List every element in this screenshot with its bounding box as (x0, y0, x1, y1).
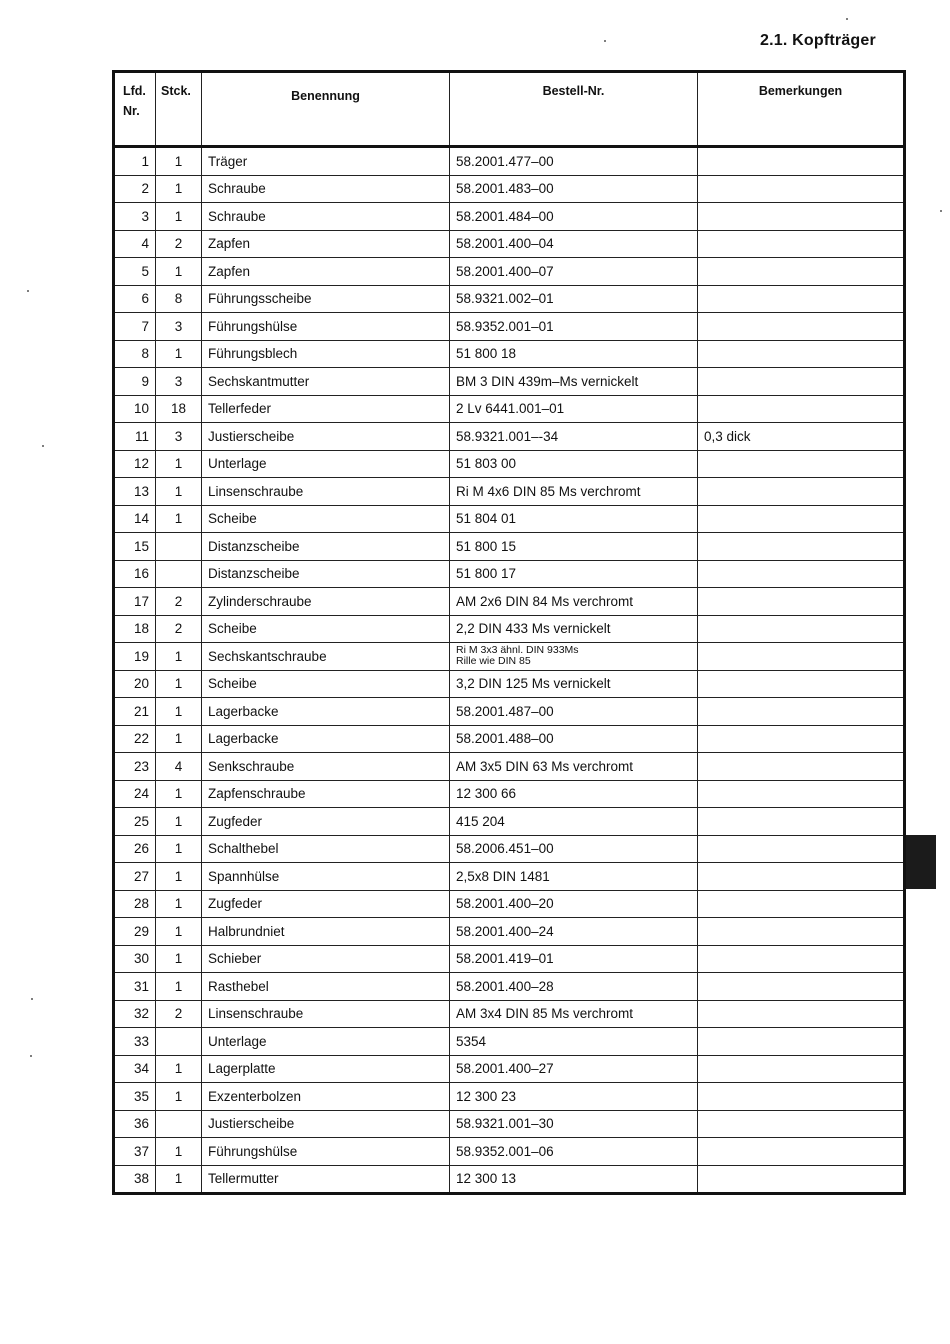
order-number-line2: Rille wie DIN 85 (456, 655, 531, 668)
order-number-cell: 12 300 13 (450, 1165, 698, 1194)
row-number-cell: 37 (114, 1138, 156, 1166)
table-row (114, 1000, 905, 1028)
part-name-cell: Zapfen (202, 258, 450, 286)
row-number-cell: 32 (114, 1000, 156, 1028)
remark-cell (698, 175, 905, 203)
order-number-cell: 58.2001.400–07 (450, 258, 698, 286)
quantity-cell: 3 (156, 423, 202, 451)
quantity-cell: 1 (156, 643, 202, 671)
remark-cell (698, 973, 905, 1001)
row-number-cell: 12 (114, 450, 156, 478)
order-number-cell: 12 300 23 (450, 1083, 698, 1111)
row-number-cell: 23 (114, 753, 156, 781)
parts-table-body (114, 147, 905, 1194)
order-number-cell: BM 3 DIN 439m–Ms vernickelt (450, 368, 698, 396)
row-number-cell: 35 (114, 1083, 156, 1111)
header-row (114, 72, 905, 147)
remark-cell (698, 863, 905, 891)
quantity-cell: 1 (156, 670, 202, 698)
table-row (114, 1138, 905, 1166)
part-name-cell: Tellermutter (202, 1165, 450, 1194)
row-number-cell: 11 (114, 423, 156, 451)
part-name-cell: Scheibe (202, 670, 450, 698)
part-name-cell: Halbrundniet (202, 918, 450, 946)
table-row (114, 478, 905, 506)
scan-speck (30, 1055, 32, 1057)
quantity-cell: 8 (156, 285, 202, 313)
table-row (114, 258, 905, 286)
scan-speck (31, 998, 33, 1000)
part-name-cell: Justierscheibe (202, 423, 450, 451)
quantity-cell: 1 (156, 340, 202, 368)
column-header-nr (114, 72, 156, 147)
quantity-cell: 3 (156, 313, 202, 341)
part-name-cell: Zugfeder (202, 808, 450, 836)
part-name-cell: Lagerbacke (202, 725, 450, 753)
section-title: 2.1. Kopfträger (760, 32, 876, 49)
quantity-cell: 1 (156, 203, 202, 231)
column-header-qty: Stck. (156, 72, 202, 147)
remark-cell (698, 1110, 905, 1138)
remark-cell (698, 395, 905, 423)
row-number-cell: 10 (114, 395, 156, 423)
order-number-cell: 51 800 15 (450, 533, 698, 561)
part-name-cell: Distanzscheibe (202, 560, 450, 588)
row-number-cell: 30 (114, 945, 156, 973)
order-number-cell: 58.2001.400–28 (450, 973, 698, 1001)
table-row (114, 698, 905, 726)
quantity-cell: 4 (156, 753, 202, 781)
remark-cell (698, 1165, 905, 1194)
order-number-cell: AM 2x6 DIN 84 Ms verchromt (450, 588, 698, 616)
table-row (114, 643, 905, 671)
part-name-cell: Rasthebel (202, 973, 450, 1001)
quantity-cell: 1 (156, 780, 202, 808)
row-number-cell: 24 (114, 780, 156, 808)
table-row (114, 533, 905, 561)
row-number-cell: 6 (114, 285, 156, 313)
remark-cell (698, 450, 905, 478)
row-number-cell: 14 (114, 505, 156, 533)
quantity-cell (156, 1110, 202, 1138)
order-number-cell: 2,5x8 DIN 1481 (450, 863, 698, 891)
remark-cell (698, 945, 905, 973)
row-number-cell: 18 (114, 615, 156, 643)
part-name-cell: Unterlage (202, 450, 450, 478)
row-number-cell: 7 (114, 313, 156, 341)
part-name-cell: Distanzscheibe (202, 533, 450, 561)
row-number-cell: 8 (114, 340, 156, 368)
quantity-cell: 1 (156, 505, 202, 533)
table-row (114, 780, 905, 808)
remark-cell (698, 1028, 905, 1056)
remark-cell (698, 588, 905, 616)
order-number-cell: 58.2001.477–00 (450, 147, 698, 176)
table-row (114, 890, 905, 918)
table-row (114, 1083, 905, 1111)
order-number-cell: 3,2 DIN 125 Ms vernickelt (450, 670, 698, 698)
row-number-cell: 17 (114, 588, 156, 616)
row-number-cell: 3 (114, 203, 156, 231)
scan-speck (846, 18, 848, 20)
order-number-cell: 51 803 00 (450, 450, 698, 478)
parts-table-header (114, 72, 905, 147)
table-row (114, 835, 905, 863)
table-row (114, 725, 905, 753)
quantity-cell: 1 (156, 945, 202, 973)
table-row (114, 368, 905, 396)
order-number-cell: 51 800 18 (450, 340, 698, 368)
column-header-order: Bestell-Nr. (450, 72, 698, 147)
remark-cell (698, 478, 905, 506)
remark-cell (698, 1138, 905, 1166)
quantity-cell: 1 (156, 973, 202, 1001)
column-header-remarks: Bemerkungen (698, 72, 905, 147)
order-number-cell: 58.2001.400–27 (450, 1055, 698, 1083)
remark-cell (698, 753, 905, 781)
order-number-cell: 51 800 17 (450, 560, 698, 588)
row-number-cell: 29 (114, 918, 156, 946)
column-header-nr-line1: Lfd. (123, 84, 146, 98)
scan-speck (940, 210, 942, 212)
order-number-cell (450, 643, 698, 671)
part-name-cell: Führungshülse (202, 313, 450, 341)
remark-cell (698, 340, 905, 368)
order-number-cell: AM 3x5 DIN 63 Ms verchromt (450, 753, 698, 781)
row-number-cell: 20 (114, 670, 156, 698)
order-number-cell: 415 204 (450, 808, 698, 836)
row-number-cell: 28 (114, 890, 156, 918)
order-number-cell: 58.2001.400–24 (450, 918, 698, 946)
remark-cell (698, 1083, 905, 1111)
scan-speck (27, 290, 29, 292)
remark-cell (698, 230, 905, 258)
remark-cell: 0,3 dick (698, 423, 905, 451)
row-number-cell: 15 (114, 533, 156, 561)
part-name-cell: Sechskantmutter (202, 368, 450, 396)
table-row (114, 1165, 905, 1194)
table-row (114, 203, 905, 231)
order-number-cell: 58.2001.484–00 (450, 203, 698, 231)
remark-cell (698, 147, 905, 176)
table-row (114, 395, 905, 423)
order-number-cell: 58.9321.002–01 (450, 285, 698, 313)
part-name-cell: Zugfeder (202, 890, 450, 918)
quantity-cell: 1 (156, 725, 202, 753)
table-row (114, 1028, 905, 1056)
part-name-cell: Schraube (202, 203, 450, 231)
table-row (114, 753, 905, 781)
table-row (114, 808, 905, 836)
row-number-cell: 25 (114, 808, 156, 836)
remark-cell (698, 890, 905, 918)
remark-cell (698, 1000, 905, 1028)
row-number-cell: 19 (114, 643, 156, 671)
quantity-cell: 1 (156, 258, 202, 286)
remark-cell (698, 258, 905, 286)
order-number-cell: 58.9352.001–06 (450, 1138, 698, 1166)
table-row (114, 285, 905, 313)
row-number-cell: 26 (114, 835, 156, 863)
order-number-cell: 5354 (450, 1028, 698, 1056)
remark-cell (698, 505, 905, 533)
remark-cell (698, 560, 905, 588)
order-number-cell: 51 804 01 (450, 505, 698, 533)
table-row (114, 423, 905, 451)
order-number-cell: 12 300 66 (450, 780, 698, 808)
table-row (114, 918, 905, 946)
row-number-cell: 34 (114, 1055, 156, 1083)
remark-cell (698, 533, 905, 561)
table-row (114, 615, 905, 643)
quantity-cell: 1 (156, 1138, 202, 1166)
row-number-cell: 22 (114, 725, 156, 753)
part-name-cell: Lagerbacke (202, 698, 450, 726)
table-row (114, 175, 905, 203)
part-name-cell: Tellerfeder (202, 395, 450, 423)
part-name-cell: Zapfenschraube (202, 780, 450, 808)
quantity-cell: 2 (156, 230, 202, 258)
part-name-cell: Träger (202, 147, 450, 176)
quantity-cell (156, 533, 202, 561)
order-number-cell: 2 Lv 6441.001–01 (450, 395, 698, 423)
quantity-cell: 1 (156, 698, 202, 726)
remark-cell (698, 725, 905, 753)
remark-cell (698, 808, 905, 836)
table-row (114, 1055, 905, 1083)
part-name-cell: Senkschraube (202, 753, 450, 781)
part-name-cell: Exzenterbolzen (202, 1083, 450, 1111)
table-row (114, 973, 905, 1001)
table-row (114, 313, 905, 341)
table-row (114, 340, 905, 368)
order-number-cell: 58.2001.488–00 (450, 725, 698, 753)
remark-cell (698, 313, 905, 341)
remark-cell (698, 368, 905, 396)
part-name-cell: Schraube (202, 175, 450, 203)
row-number-cell: 5 (114, 258, 156, 286)
part-name-cell: Scheibe (202, 505, 450, 533)
quantity-cell (156, 560, 202, 588)
table-row (114, 863, 905, 891)
quantity-cell: 1 (156, 918, 202, 946)
order-number-cell: 58.2001.487–00 (450, 698, 698, 726)
row-number-cell: 38 (114, 1165, 156, 1194)
part-name-cell: Zylinderschraube (202, 588, 450, 616)
part-name-cell: Linsenschraube (202, 1000, 450, 1028)
remark-cell (698, 835, 905, 863)
part-name-cell: Spannhülse (202, 863, 450, 891)
row-number-cell: 13 (114, 478, 156, 506)
quantity-cell: 2 (156, 615, 202, 643)
quantity-cell (156, 1028, 202, 1056)
order-number-cell: 58.2001.400–04 (450, 230, 698, 258)
row-number-cell: 31 (114, 973, 156, 1001)
quantity-cell: 3 (156, 368, 202, 396)
part-name-cell: Führungshülse (202, 1138, 450, 1166)
remark-cell (698, 698, 905, 726)
order-number-cell: Ri M 4x6 DIN 85 Ms verchromt (450, 478, 698, 506)
table-row (114, 450, 905, 478)
remark-cell (698, 918, 905, 946)
order-number-cell: 58.2001.483–00 (450, 175, 698, 203)
remark-cell (698, 615, 905, 643)
table-row (114, 560, 905, 588)
remark-cell (698, 285, 905, 313)
column-header-name: Benennung (202, 72, 450, 147)
quantity-cell: 1 (156, 1083, 202, 1111)
part-name-cell: Linsenschraube (202, 478, 450, 506)
part-name-cell: Schieber (202, 945, 450, 973)
part-name-cell: Scheibe (202, 615, 450, 643)
scan-speck (42, 445, 44, 447)
table-row (114, 1110, 905, 1138)
order-number-cell: AM 3x4 DIN 85 Ms verchromt (450, 1000, 698, 1028)
row-number-cell: 27 (114, 863, 156, 891)
remark-cell (698, 203, 905, 231)
table-row (114, 505, 905, 533)
quantity-cell: 1 (156, 147, 202, 176)
row-number-cell: 1 (114, 147, 156, 176)
quantity-cell: 1 (156, 808, 202, 836)
part-name-cell: Schalthebel (202, 835, 450, 863)
table-row (114, 588, 905, 616)
order-number-cell: 58.2001.400–20 (450, 890, 698, 918)
part-name-cell: Justierscheibe (202, 1110, 450, 1138)
quantity-cell: 2 (156, 1000, 202, 1028)
quantity-cell: 18 (156, 395, 202, 423)
order-number-cell: 58.9321.001–30 (450, 1110, 698, 1138)
row-number-cell: 36 (114, 1110, 156, 1138)
quantity-cell: 2 (156, 588, 202, 616)
quantity-cell: 1 (156, 890, 202, 918)
part-name-cell: Lagerplatte (202, 1055, 450, 1083)
part-name-cell: Sechskantschraube (202, 643, 450, 671)
remark-cell (698, 670, 905, 698)
table-row (114, 147, 905, 176)
order-number-cell: 58.2006.451–00 (450, 835, 698, 863)
quantity-cell: 1 (156, 1055, 202, 1083)
row-number-cell: 16 (114, 560, 156, 588)
order-number-line1: Ri M 3x3 ähnl. DIN 933Ms (456, 644, 579, 657)
row-number-cell: 33 (114, 1028, 156, 1056)
row-number-cell: 4 (114, 230, 156, 258)
part-name-cell: Zapfen (202, 230, 450, 258)
part-name-cell: Führungsblech (202, 340, 450, 368)
remark-cell (698, 780, 905, 808)
table-row (114, 670, 905, 698)
quantity-cell: 1 (156, 863, 202, 891)
row-number-cell: 21 (114, 698, 156, 726)
quantity-cell: 1 (156, 478, 202, 506)
table-row (114, 945, 905, 973)
column-header-nr-line2: Nr. (123, 104, 140, 118)
quantity-cell: 1 (156, 835, 202, 863)
row-number-cell: 9 (114, 368, 156, 396)
row-number-cell: 2 (114, 175, 156, 203)
parts-table (112, 70, 906, 1195)
order-number-cell: 58.9352.001–01 (450, 313, 698, 341)
scan-speck (604, 40, 606, 42)
order-number-cell: 58.9321.001–-34 (450, 423, 698, 451)
quantity-cell: 1 (156, 450, 202, 478)
order-number-cell: 58.2001.419–01 (450, 945, 698, 973)
order-number-cell: 2,2 DIN 433 Ms vernickelt (450, 615, 698, 643)
remark-cell (698, 1055, 905, 1083)
quantity-cell: 1 (156, 175, 202, 203)
remark-cell (698, 643, 905, 671)
part-name-cell: Führungsscheibe (202, 285, 450, 313)
page-edge-tab-marker (903, 835, 936, 889)
table-row (114, 230, 905, 258)
part-name-cell: Unterlage (202, 1028, 450, 1056)
quantity-cell: 1 (156, 1165, 202, 1194)
